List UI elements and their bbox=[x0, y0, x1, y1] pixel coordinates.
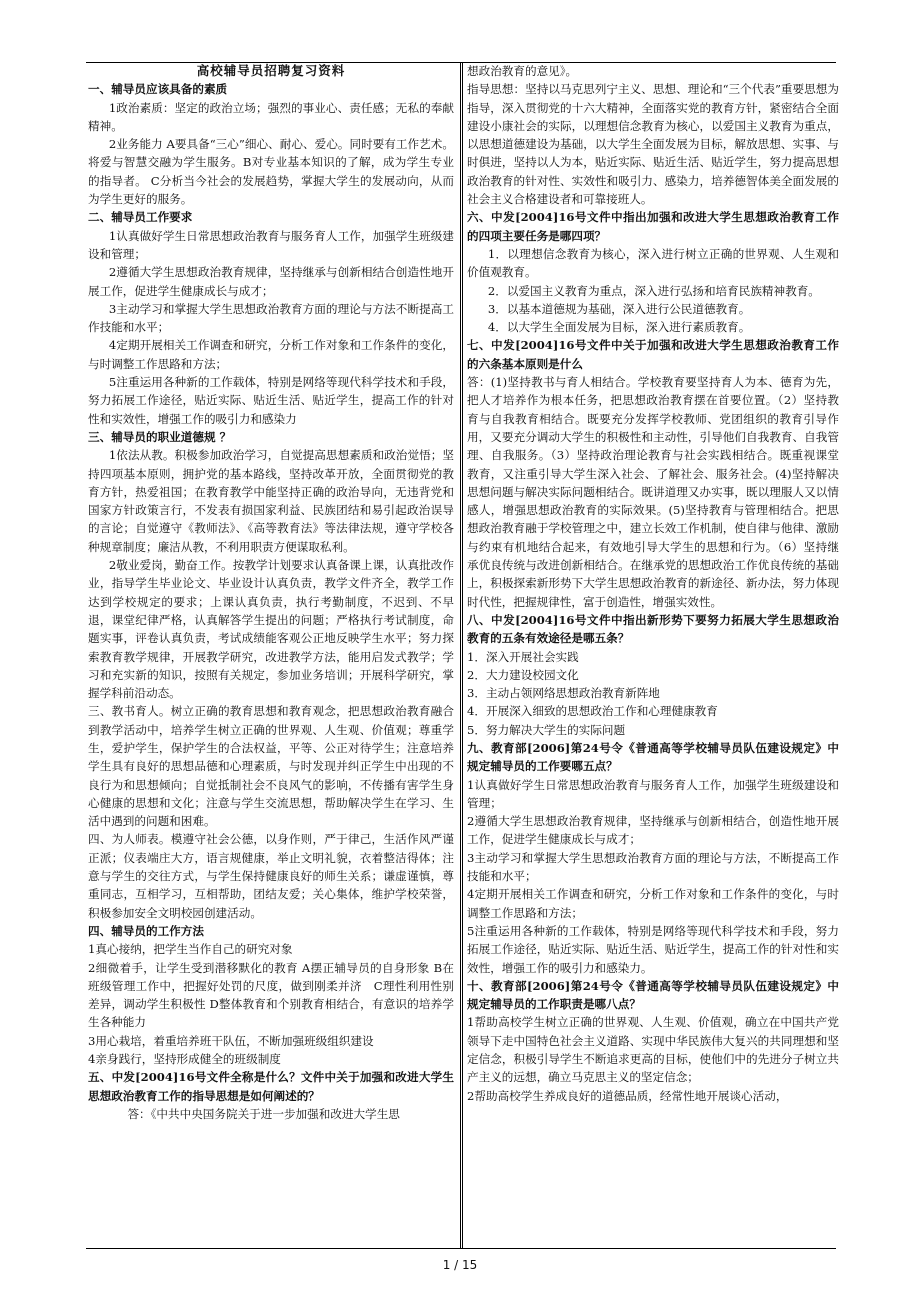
left-paragraph: 4亲身践行，坚持形成健全的班级制度 bbox=[88, 1052, 281, 1067]
right-paragraph: 指导思想：坚持以马克思列宁主义、思想、理论和“三个代表”重要思想为指导，深入贯彻党的十六大精神，全面落实党的教育方针，紧密结合全面建设小康社会的实际，以理想信念教育为核心，以爱国主义教育为重点，以思想道德建设为基础，以大学生全面发展为目标，解放思想、实事、与时俱进，坚持以人为本，贴近实际、贴近生活、贴近学生，努力提高思想政治教育的针对性、实效性和吸引力、感染力，培养德智体美全面发展的社会主义合格建设者和可靠接班人。 bbox=[467, 82, 839, 207]
right-column bbox=[462, 62, 839, 1248]
left-paragraph: 五、中发[2004]16号文件全称是什么？文件中关于加强和改进大学生思想政治教育工作的指导思想是如何阐述的？ bbox=[88, 1070, 454, 1103]
right-paragraph: 八、中发[2004]16号文件中指出新形势下要努力拓展大学生思想政治教育的五条有效途径是哪五条？ bbox=[467, 612, 839, 646]
right-paragraph: 1帮助高校学生树立正确的世界观、人生观、价值观，确立在中国共产党领导下走中国特色社会主义道路、实现中华民族伟大复兴的共同理想和坚定信念，积极引导学生不断追求更高的目标，使他们中的先进分子树立共产主义的远想，确立马克思主义的坚定信念； bbox=[467, 1015, 839, 1085]
right-paragraph: 3．以基本道德规为基础，深入进行公民道德教育。 bbox=[487, 301, 751, 316]
bottom-rule bbox=[86, 1248, 836, 1249]
right-paragraph: 3．主动占领网络思想政治教育新阵地 bbox=[467, 686, 660, 701]
right-paragraph: 5．努力解决大学生的实际问题 bbox=[467, 722, 626, 737]
right-paragraph: 六、中发[2004]16号文件中指出加强和改进大学生思想政治教育工作的四项主要任务是哪四项？ bbox=[467, 210, 839, 243]
right-paragraph: 想政治教育的意见》。 bbox=[467, 64, 578, 78]
right-paragraph: 4定期开展相关工作调查和研究，分析工作对象和工作条件的变化，与时调整工作思路和方法； bbox=[467, 887, 839, 920]
right-paragraph: 2遵循大学生思想政治教育规律，坚持继承与创新相结合，创造性地开展工作，促进学生健康成长与成才； bbox=[467, 814, 839, 847]
left-paragraph: 二、辅导员工作要求 bbox=[88, 210, 193, 225]
left-paragraph: 5注重运用各种新的工作载体，特别是网络等现代科学技术和手段，努力拓展工作途径，贴近实际、贴近生活、贴近学生，提高工作的针对性和实效性，增强工作的吸引力和感染力 bbox=[88, 375, 454, 426]
right-paragraph: 1．以理想信念教育为核心，深入进行树立正确的世界观、人生观和价值观教育。 bbox=[467, 246, 839, 280]
left-paragraph: 三、教书育人。树立正确的教育思想和教育观念，把思想政治教育融合到教学活动中，培养学生树立正确的世界观、人生观、价值观；尊重学生，爱护学生，保护学生的合法权益，平等、公正对待学生；注意培养学生具有良好的思想品德和心理素质，与时发现并纠正学生中出现的不良行为和思想倾向；自觉抵制社会不良风气的影响，不传播有害学生身心健康的思想和文化；注意与学生交流思想，帮助解决学生在学习、生活中遇到的问题和困难。 bbox=[88, 704, 454, 829]
left-paragraph: 1认真做好学生日常思想政治教育与服务育人工作，加强学生班级建设和管理； bbox=[88, 228, 454, 261]
left-paragraph: 3主动学习和掌握大学生思想政治教育方面的理论与方法不断提高工作技能和水平； bbox=[88, 301, 454, 335]
left-paragraph: 3用心栽培，着重培养班干队伍，不断加强班级组织建设 bbox=[88, 1033, 374, 1048]
left-paragraph: 2敬业爱岗，勤奋工作。按教学计划要求认真备课上课，认真批改作业，指导学生毕业论文、毕业设计认真负责，教学文件齐全，教学工作达到学校规定的要求；上课认真负责，执行考勤制度，不迟到、不早退，课堂纪律严格，认真解答学生提出的问题；严格执行考试制度，命题实事，评卷认真负责，考试成绩能客观公正地反映学生水平；努力探索教育教学规律，开展教学研究，改进教学方法，能用启发式教学；学习和充实新的知识，按照有关规定，参加业务培训；开展科学研究，掌握学科前沿动态。 bbox=[88, 558, 454, 701]
left-paragraph: 1政治素质：坚定的政治立场；强烈的事业心、责任感；无私的奉献精神。 bbox=[88, 100, 454, 133]
left-paragraph: 四、为人师表。模遵守社会公德，以身作则，严于律己，生活作风严谨正派；仪表端庄大方，语言规健康，举止文明礼貌，衣着整洁得体；注意与学生的交往方式，与学生保持健康良好的师生关系；谦虚谨慎，尊重同志，互相学习，互相帮助，团结友爱；关心集体，维护学校荣誉，积极参加安全文明校园创建活动。 bbox=[88, 832, 454, 920]
right-paragraph: 十、教育部[2006]第24号令《普通高等学校辅导员队伍建设规定》中规定辅导员的工作职责是哪八点？ bbox=[467, 978, 839, 1012]
left-paragraph: 2业务能力 A要具备“三心”细心、耐心、爱心。同时要有工作艺术。将爱与智慧交融为学生服务。B对专业基本知识的了解，成为学生专业的指导者。 C分析当今社会的发展趋势，掌握大学生的发展动向，从而为学生更好的服务。 bbox=[88, 137, 454, 207]
right-paragraph: 1．深入开展社会实践 bbox=[467, 649, 579, 664]
right-paragraph: 3主动学习和掌握大学生思想政治教育方面的理论与方法，不断提高工作技能和水平； bbox=[467, 850, 839, 884]
left-column bbox=[88, 62, 461, 1248]
right-paragraph: 4．开展深入细致的思想政治工作和心理健康教育 bbox=[467, 704, 718, 719]
right-paragraph: 2．以爱国主义教育为重点，深入进行弘扬和培育民族精神教育。 bbox=[487, 283, 820, 298]
left-paragraph: 答：《中共中央国务院关于进一步加强和改进大学生思 bbox=[127, 1106, 400, 1121]
right-paragraph: 2帮助高校学生养成良好的道德品质，经常性地开展谈心活动， bbox=[467, 1088, 788, 1103]
left-paragraph: 一、辅导员应该具备的素质 bbox=[88, 82, 228, 97]
left-paragraph: 四、辅导员的工作方法 bbox=[88, 923, 204, 938]
right-paragraph: 答：(1)坚持教书与育人相结合。学校教育要坚持育人为本、德育为先，把人才培养作为根本任务，把思想政治教育摆在首要位置。（2）坚持教育与自我教育相结合。既要充分发挥学校教师、党团组织的教育引导作用，又要充分调动大学生的积极性和主动性，引导他们自我教育、自我管理、自我服务。（3）坚持政治理论教育与社会实践相结合。既重视课堂教育，又注重引导大学生深入社会、了解社会、服务社会。(4)坚持解决思想问题与解决实际问题相结合。既讲道理又办实事，既以理服人又以情感人，增强思想政治教育的实际效果。(5)坚持教育与管理相结合。把思想政治教育融于学校管理之中，建立长效工作机制，使自律与他律、激励与约束有机地结合起来，有效地引导大学生的思想和行为。（6）坚持继承优良传统与改进创新相结合。在继承党的思想政治工作优良传统的基础上，积极探索新形势下大学生思想政治教育的新途径、新办法，努力体现时代性，把握规律性，富于创造性，增强实效性。 bbox=[467, 375, 839, 609]
left-paragraph: 1真心接纳，把学生当作自己的研究对象 bbox=[88, 942, 293, 957]
left-paragraph: 三、辅导员的职业道德规 ？ bbox=[88, 429, 232, 444]
left-paragraph: 2遵循大学生思想政治教育规律，坚持继承与创新相结合创造性地开展工作，促进学生健康成长与成才； bbox=[88, 265, 454, 298]
right-paragraph: 5注重运用各种新的工作载体，特别是网络等现代科学技术和手段，努力拓展工作途径，贴近实际、贴近生活、贴近学生，提高工作的针对性和实效性，增强工作的吸引力和感染力。 bbox=[467, 923, 839, 975]
right-paragraph: 4．以大学生全面发展为目标，深入进行素质教育。 bbox=[487, 320, 751, 335]
right-paragraph: 七、中发[2004]16号文件中关于加强和改进大学生思想政治教育工作的六条基本原则是什么 bbox=[467, 338, 839, 371]
right-paragraph: 九、教育部[2006]第24号令《普通高等学校辅导员队伍建设规定》中规定辅导员的工作要哪五点？ bbox=[467, 740, 839, 774]
page-number: 1 / 15 bbox=[442, 1258, 478, 1272]
page-title: 高校辅导员招聘复习资料 bbox=[196, 63, 346, 78]
right-paragraph: 1认真做好学生日常思想政治教育与服务育人工作，加强学生班级建设和管理； bbox=[467, 777, 839, 810]
left-paragraph: 2细微着手，让学生受到潜移默化的教育 A摆正辅导员的自身形象 B在班级管理工作中，把握好处罚的尺度，做到刚柔并济 C理性利用性别差异，调动学生积极性 D整体教育和个别教育相结合，有意识的培养学生各种能力 bbox=[88, 960, 454, 1030]
right-paragraph: 2．大力建设校园文化 bbox=[467, 667, 579, 682]
left-paragraph: 1依法从教。积极参加政治学习，自觉提高思想素质和政治觉悟；坚持四项基本原则，拥护党的基本路线，坚持改革开放，全面贯彻党的教育方针，热爱祖国；在教育教学中能坚持正确的政治导向，无违背党和国家方针政策言行，不发表有损国家利益、民族团结和易引起政治误导的言论；自觉遵守《教师法》、《高等教育法》等法律法规，遵守学校各种规章制度；廉洁从教，不利用职责方便谋取私利。 bbox=[88, 448, 454, 554]
left-paragraph: 4定期开展相关工作调查和研究，分析工作对象和工作条件的变化，与时调整工作思路和方法； bbox=[88, 338, 454, 371]
